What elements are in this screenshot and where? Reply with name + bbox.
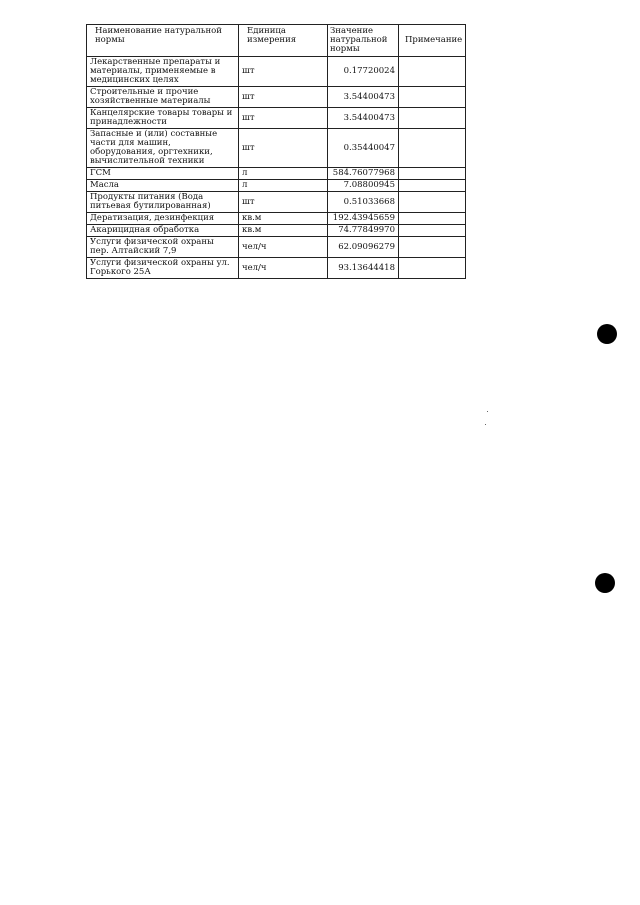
cell-unit: шт [239,129,328,168]
cell-name: Канцелярские товары товары и принадлежности [87,108,239,129]
table-row [87,237,466,258]
cell-value: 7.08800945 [328,180,399,192]
cell-name: Строительные и прочие хозяйственные материалы [87,87,239,108]
scan-speck [487,411,488,412]
norms-table [86,24,466,279]
cell-name: Лекарственные препараты и материалы, применяемые в медицинских целях [87,57,239,87]
header-name: Наименование натуральной нормы [87,25,239,57]
cell-value: 192.43945659 [328,213,399,225]
punch-hole-bottom [595,573,615,593]
cell-unit: шт [239,57,328,87]
cell-note [399,108,466,129]
cell-value: 3.54400473 [328,87,399,108]
cell-name: Продукты питания (Вода питьевая бутилированная) [87,192,239,213]
cell-note [399,87,466,108]
cell-unit: шт [239,87,328,108]
table-row [87,129,466,168]
cell-value: 3.54400473 [328,108,399,129]
cell-name: Масла [87,180,239,192]
header-value: Значение натуральной нормы [328,25,399,57]
cell-value: 93.13644418 [328,258,399,279]
cell-note [399,57,466,87]
cell-unit: шт [239,192,328,213]
table-row [87,57,466,87]
cell-unit: чел/ч [239,237,328,258]
cell-value: 0.17720024 [328,57,399,87]
table-row [87,225,466,237]
cell-name: ГСМ [87,168,239,180]
cell-note [399,225,466,237]
table-row [87,258,466,279]
cell-name: Услуги физической охраны пер. Алтайский 7,9 [87,237,239,258]
header-unit: Единица измерения [239,25,328,57]
cell-note [399,213,466,225]
cell-value: 0.35440047 [328,129,399,168]
cell-note [399,192,466,213]
cell-note [399,180,466,192]
punch-hole-top [597,324,617,344]
cell-unit: л [239,168,328,180]
cell-note [399,168,466,180]
cell-note [399,258,466,279]
cell-value: 62.09096279 [328,237,399,258]
cell-name: Запасные и (или) составные части для машин, оборудования, оргтехники, вычислительной техники [87,129,239,168]
cell-name: Услуги физической охраны ул. Горького 25А [87,258,239,279]
cell-unit: л [239,180,328,192]
cell-value: 0.51033668 [328,192,399,213]
cell-note [399,129,466,168]
table-header-row [87,25,466,57]
cell-name: Дератизация, дезинфекция [87,213,239,225]
cell-unit: чел/ч [239,258,328,279]
cell-unit: кв.м [239,213,328,225]
cell-unit: кв.м [239,225,328,237]
table-row [87,168,466,180]
cell-unit: шт [239,108,328,129]
table-row [87,180,466,192]
table-row [87,87,466,108]
cell-value: 584.76077968 [328,168,399,180]
scan-speck [485,424,486,425]
table-row [87,213,466,225]
cell-value: 74.77849970 [328,225,399,237]
table-row [87,108,466,129]
cell-note [399,237,466,258]
table-row [87,192,466,213]
header-note: Примечание [399,25,466,57]
cell-name: Акарицидная обработка [87,225,239,237]
